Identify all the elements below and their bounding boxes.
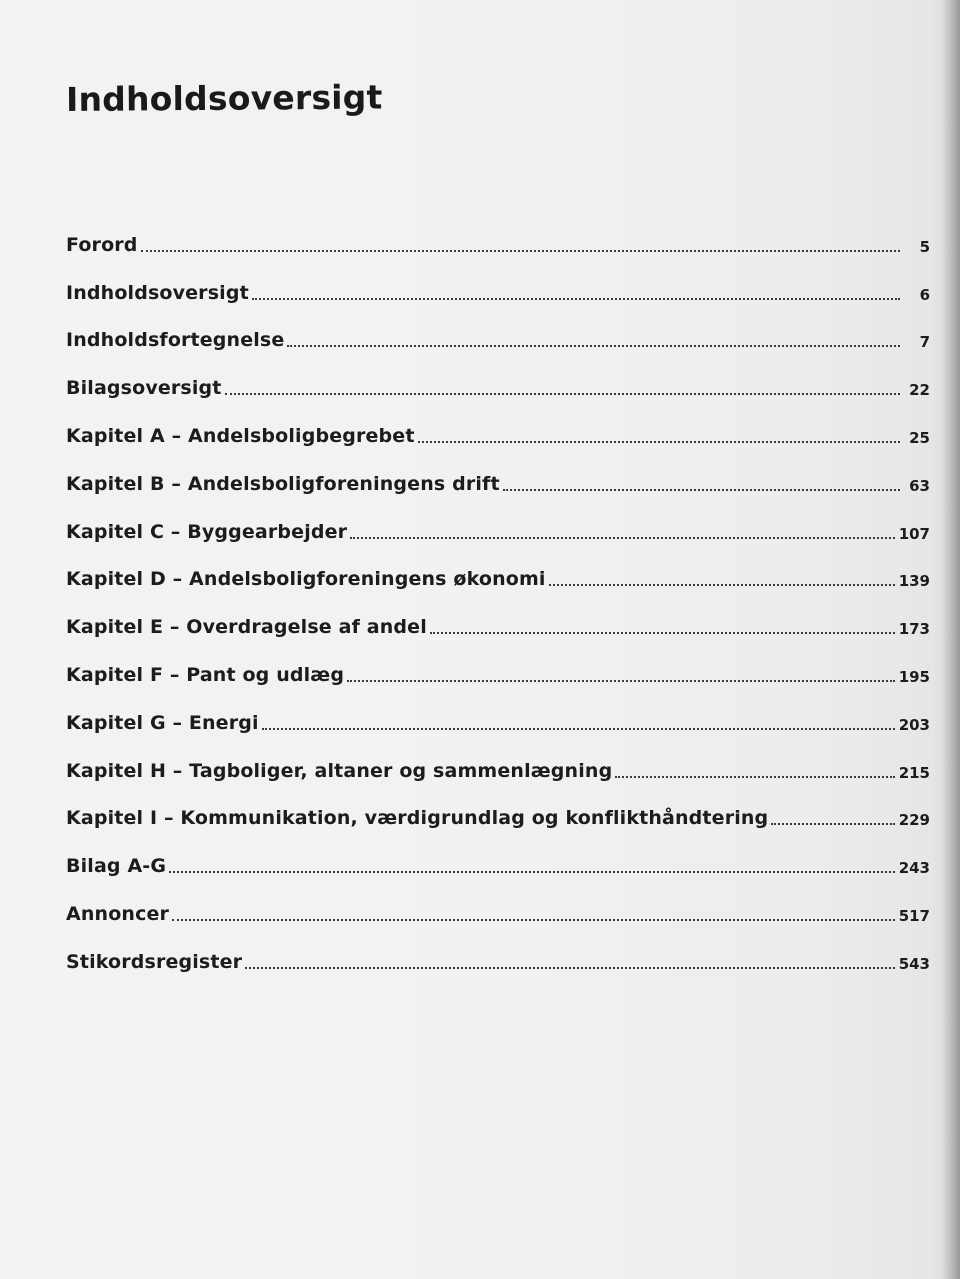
dot-leader bbox=[615, 776, 894, 778]
toc-entry-label: Kapitel E – Overdragelse af andel bbox=[66, 616, 427, 639]
dot-leader bbox=[503, 489, 900, 491]
toc-entry-label: Kapitel D – Andelsboligforeningens økonomi bbox=[66, 568, 546, 591]
toc-entry-label: Kapitel I – Kommunikation, værdigrundlag og konflikthåndtering bbox=[66, 807, 769, 830]
toc-entry-label: Kapitel G – Energi bbox=[66, 711, 259, 734]
toc-entry bbox=[66, 353, 930, 401]
toc-entry-page-number: 22 bbox=[909, 381, 930, 400]
toc-entry bbox=[66, 306, 930, 354]
toc-entry-page-number: 203 bbox=[898, 715, 930, 734]
toc-entry-page-number: 543 bbox=[898, 954, 930, 973]
dot-leader bbox=[350, 537, 895, 539]
table-of-contents bbox=[66, 210, 930, 975]
toc-entry bbox=[66, 688, 930, 736]
dot-leader bbox=[430, 632, 895, 634]
toc-entry-label: Indholdsfortegnelse bbox=[66, 329, 285, 352]
toc-entry-page-number: 517 bbox=[898, 906, 930, 925]
dot-leader bbox=[347, 680, 895, 682]
dot-leader bbox=[771, 823, 894, 825]
toc-entry-label: Kapitel H – Tagboliger, altaner og sammenlægning bbox=[66, 759, 613, 782]
toc-entry bbox=[66, 640, 930, 688]
toc-entry-label: Indholdsoversigt bbox=[66, 281, 249, 304]
dot-leader bbox=[141, 250, 900, 252]
toc-entry-page-number: 229 bbox=[898, 811, 930, 830]
dot-leader bbox=[287, 345, 900, 347]
toc-entry-page-number: 25 bbox=[909, 428, 930, 447]
dot-leader bbox=[245, 967, 895, 969]
toc-entry-page-number: 5 bbox=[919, 237, 930, 256]
toc-entry bbox=[66, 258, 930, 306]
toc-entry bbox=[66, 449, 930, 497]
toc-entry-label: Annoncer bbox=[66, 902, 170, 925]
toc-entry-label: Kapitel F – Pant og udlæg bbox=[66, 663, 345, 686]
toc-entry bbox=[66, 545, 930, 593]
toc-entry bbox=[66, 401, 930, 449]
toc-entry bbox=[66, 879, 930, 927]
toc-entry-page-number: 195 bbox=[898, 667, 930, 686]
toc-entry-page-number: 173 bbox=[898, 620, 930, 639]
toc-entry-page-number: 63 bbox=[909, 476, 930, 495]
toc-entry-page-number: 7 bbox=[919, 333, 930, 352]
dot-leader bbox=[225, 393, 900, 395]
toc-entry bbox=[66, 784, 930, 832]
toc-entry bbox=[66, 497, 930, 545]
toc-entry-page-number: 6 bbox=[919, 285, 930, 304]
toc-entry-page-number: 243 bbox=[898, 859, 930, 878]
toc-entry-label: Bilag A-G bbox=[66, 855, 167, 878]
toc-entry bbox=[66, 210, 930, 258]
toc-entry-page-number: 107 bbox=[898, 524, 930, 543]
dot-leader bbox=[549, 584, 895, 586]
toc-entry bbox=[66, 736, 930, 784]
toc-entry bbox=[66, 831, 930, 879]
dot-leader bbox=[418, 441, 900, 443]
dot-leader bbox=[172, 919, 895, 921]
toc-entry bbox=[66, 927, 930, 975]
toc-entry-page-number: 215 bbox=[898, 763, 930, 782]
toc-entry-label: Forord bbox=[66, 233, 138, 256]
dot-leader bbox=[169, 871, 895, 873]
dot-leader bbox=[252, 298, 900, 300]
page-edge-shadow bbox=[942, 0, 960, 1279]
dot-leader bbox=[262, 728, 895, 730]
toc-entry-page-number: 139 bbox=[898, 572, 930, 591]
toc-entry-label: Kapitel A – Andelsboligbegrebet bbox=[66, 424, 415, 447]
toc-entry-label: Kapitel C – Byggearbejder bbox=[66, 520, 348, 543]
page-title: Indholdsoversigt bbox=[65, 77, 383, 119]
toc-entry-label: Stikordsregister bbox=[66, 950, 243, 973]
toc-entry-label: Bilagsoversigt bbox=[66, 377, 222, 400]
toc-entry bbox=[66, 592, 930, 640]
toc-entry-label: Kapitel B – Andelsboligforeningens drift bbox=[66, 472, 500, 495]
